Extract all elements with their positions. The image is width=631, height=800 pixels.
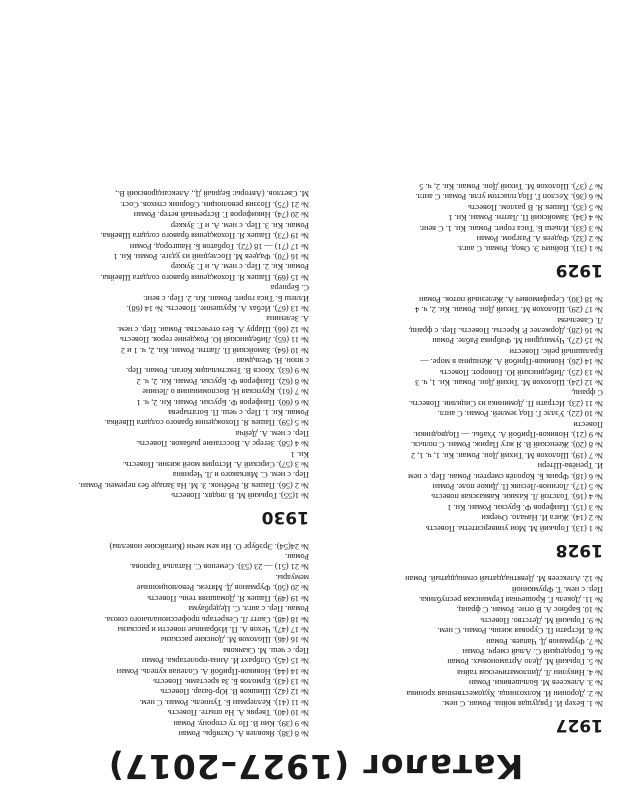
catalog-entry: № 8 (20). Жеенский В. Я жгу Париж. Роман. С польск. bbox=[410, 440, 603, 450]
catalog-entry: № 16 (28). Доржелес Р. Кресты. Повесть. Пер. с франц. bbox=[408, 326, 603, 335]
catalog-entry: С. Бернера bbox=[270, 283, 309, 293]
catalog-entry: № 2 (14). Жига И. Начало. Очерки bbox=[481, 513, 603, 523]
catalog-entry: № 5 (17). Логинов-Лесняк П. Дикое поле. Роман bbox=[432, 482, 603, 492]
catalog-entry: № 2 (56). Пашек Я. Ребёнок. З. М. На Западе без перемен. Роман. bbox=[78, 480, 309, 490]
catalog-entry: Роман. Пер. с англ. С. Цедербаума bbox=[188, 604, 309, 614]
catalog-entry: № 5 (35). Пашек Я. В разлом. Повесть bbox=[468, 202, 603, 212]
catalog-entry: № 20 (74). Никифоров Г. Встречный ветер. Роман bbox=[133, 210, 309, 220]
catalog-entry: № 3 (57). Сирский А. История моей жизни. Повесть. bbox=[122, 460, 309, 470]
catalog-entry: № 7 (19). Шолохов М. Тихий Дон. Роман. Кн. 1, ч. 1, 2 bbox=[410, 450, 603, 460]
catalog-entry: № 7 (61). Крупская Н. Воспоминания о Ленине bbox=[142, 387, 309, 397]
catalog-entry: Пер. с нем. С. Мягкакого и Л. Черняна bbox=[172, 470, 309, 480]
catalog-entry: мемуары. bbox=[275, 572, 309, 582]
section-year-heading: 1930 bbox=[261, 507, 309, 528]
catalog-entry: № 17 (47). Чехов А. П. Избранные повести и рассказы bbox=[117, 624, 309, 634]
catalog-entry: № 2. Доронин И. Колхозница. Художественная хроника bbox=[406, 688, 603, 698]
catalog-entry: № 13 (43). Ермолов Б. За крестами. Повесть bbox=[153, 676, 309, 686]
section-year-heading: 1927 bbox=[555, 715, 603, 735]
catalog-entry: Иллеш Б. Тиса горит. Роман. Кн. 2. Пер. с венг. bbox=[143, 293, 309, 303]
catalog-entry: № 8 (38). Яковлев А. Октябрь. Роман bbox=[178, 729, 309, 738]
catalog-entry: Роман. Кн. 1. Пер. с чеш. П. Богатырева bbox=[168, 408, 309, 418]
catalog-entry: № 6 (36). Хеслоп Г. Под пластом угля. Роман. С англ. bbox=[415, 192, 603, 202]
catalog-entry: № 17 (71) — 18 (72). Горбатов Б. Нашгород. Роман bbox=[129, 241, 309, 251]
catalog-entry: № 8. Истрати П. Суровая жизнь. Роман. С нем. bbox=[437, 626, 603, 636]
catalog-entry: № 9 (63). Хоосв В. Текстильщик Когап. Роман. Пер. bbox=[126, 366, 309, 376]
catalog-entry: № 6. Городецкий С. Алый смерч. Роман bbox=[462, 646, 603, 656]
catalog-entry: № 9 (39). Кин В. По ту сторону. Роман bbox=[173, 718, 309, 728]
catalog-entry: № 17 (29). Шолохов М. Тихий Дон. Роман. Кн. 2, ч. 4 bbox=[415, 305, 603, 315]
catalog-entry: Роман. bbox=[285, 552, 309, 562]
catalog-entry: № 1(55). Горький М. В людях. Повесть bbox=[171, 491, 309, 501]
catalog-entry: Роман. Кн. 2. Пер. с нем. А. и Г. Зуккер bbox=[170, 262, 309, 272]
catalog-entry: № 5. Горький М. Дело Артамоновых. Роман bbox=[447, 657, 603, 667]
catalog-entry: Ералашный рейс. Повести bbox=[509, 346, 603, 356]
catalog-entry: № 3. Алексеев М. Большевики. Роман bbox=[468, 678, 603, 688]
catalog-entry: Повести bbox=[573, 419, 603, 429]
catalog-entry: № 11 (65). Либединский Ю. Рождение героя. Повесть bbox=[120, 335, 309, 345]
catalog-entry: № 12. Алексеев М. Девятнадцатый семнадцатый. Роман bbox=[405, 574, 603, 584]
catalog-entry: № 4 (16). Толстой Л. Казаки. Кавказская повесть bbox=[431, 492, 603, 502]
catalog-entry: № 15 (69). Пашек Я. Похождения бравого солдата Швейка. bbox=[100, 272, 309, 282]
catalog-entry: № 3 (15). Панферов Ф. Бруски. Роман. Кн. 1 bbox=[447, 502, 603, 512]
section-gap bbox=[32, 530, 309, 540]
catalog-entry: № 6 (18). Франк Б. Королёв смертен. Роман. Пер. с нем bbox=[408, 471, 603, 481]
section-gap bbox=[326, 563, 603, 573]
catalog-entry: № 19 (49). Пашек Я. Домашняя тень. Повесть bbox=[147, 593, 309, 603]
catalog-entry: М. Светлов. (Авторы: Бедный Д., Александровский В., bbox=[115, 189, 309, 199]
catalog-entry: № 15 (27). Чумандрин М. Фабрика Рабле. Роман bbox=[432, 336, 603, 346]
catalog-entry: № 10 (22). Уэллс Г. Под землей. Роман. С англ. bbox=[437, 409, 603, 419]
catalog-entry: № 9 (21). Новиков-Прибой А. Ухабы. — Подводники. bbox=[413, 430, 603, 440]
catalog-entry: № 13 (25). Либединский Ю. Поворот. Повесть bbox=[439, 367, 603, 377]
page-title: Каталог (1927–2017) bbox=[107, 747, 524, 786]
catalog-entry: № 3 (33). Ильеш Б. Тиса горит. Роман. Кн. 1. С венг. bbox=[419, 223, 603, 233]
catalog-entry: Роман. Кн. 3. Пер. с нем. А. и Г. Зуккер bbox=[170, 220, 309, 230]
catalog-entry: с япон. Н. Фельдман bbox=[236, 356, 309, 365]
catalog-entry: Кн. 1 bbox=[290, 449, 309, 459]
catalog-entry: № 20 (50). Фурманов Д. Мятеж. Революционные bbox=[136, 583, 309, 593]
catalog-entry: № 4 (34). Замойский П. Лапти. Роман. Кн. 1 bbox=[448, 213, 603, 223]
catalog-entry: № 4. Никулин Л. Дипломатическая тайна bbox=[457, 667, 603, 677]
catalog-entry: № 14 (44). Новиков-Прибой А. Соленая купель. Роман bbox=[116, 666, 309, 676]
catalog-entry: № 13 (67). Исбах А. Крушение. Повесть. № 14 (68). bbox=[126, 303, 309, 313]
catalog-entry: № 2 (32). Фадеев А. Разгром. Роман bbox=[476, 233, 603, 243]
catalog-column-right bbox=[32, 188, 309, 738]
catalog-entry: № 19 (73). Пашек Я. Похождения бравого солдата Швейка. bbox=[100, 231, 309, 241]
catalog-entry: № 1 (13). Горький М. Мои университеты. Повесть bbox=[425, 523, 603, 533]
catalog-entry: № 21 (75). Поэзия революции. Сборник стихов. Сост. bbox=[120, 199, 309, 209]
section-year-heading: 1929 bbox=[555, 260, 603, 281]
catalog-entry: № 18 (48). Скотт Л. Секретарь профессионального союза. bbox=[104, 614, 309, 624]
catalog-entry: № 7. Фурманов Д. Чапаев. Роман bbox=[486, 636, 603, 646]
catalog-entry: № 1 (31). Войнич Э. Овод. Роман. С англ. bbox=[457, 244, 603, 254]
catalog-entry: № 7 (37). Шолохов М. Тихий Дон. Роман. Кн. 2, ч. 5 bbox=[419, 181, 603, 191]
catalog-entry: № 16 (46). Шолохов М. Донские рассказы bbox=[160, 635, 309, 645]
catalog-entry: А. Зеленина bbox=[266, 314, 309, 324]
section-gap bbox=[326, 283, 603, 293]
catalog-entry: № 12 (24). Шолохов М. Тихий Дон. Роман. Кн. 1, ч. 3 bbox=[415, 378, 603, 388]
catalog-entry: Л. Савельева bbox=[557, 315, 603, 325]
catalog-entry: Пер. с нем. А. Дейча bbox=[235, 428, 309, 438]
catalog-entry: № 10 (64). Замойский П. Лапти. Роман. Кн. 2, ч. 1 и 2 bbox=[120, 345, 309, 355]
catalog-entry: И. Тренёва-Штерн bbox=[537, 461, 603, 471]
catalog-entry: № 16 (70). Фадеев М. Последний из удэге. Роман. Кн. 1 bbox=[113, 251, 309, 261]
catalog-entry: № 1. Бехер И. Грядущая война. Роман. С нем. bbox=[442, 699, 603, 708]
catalog-entry: № 9. Горький М. Детство. Повесть bbox=[480, 615, 603, 625]
catalog-entry: Пер. с нем. Т. Фрумкиной bbox=[511, 584, 603, 594]
catalog-entry: № 15 (45). Олбрахт И. Анна-пролетарка. Роман bbox=[141, 656, 309, 666]
catalog-entry: № 4 (58). Зегерс А. Восстание рыбаков. Повесть. bbox=[136, 439, 309, 449]
catalog-entry: № 6 (60). Панферов Ф. Бруски. Роман. Кн. 2, ч. 1 bbox=[136, 397, 309, 407]
catalog-entry: № 12 (66). Шарру А. Без отечества. Роман. Пер. с нем. bbox=[116, 324, 309, 334]
catalog-entry: № 12 (42). Шишков В. Юр-базар. Повесть bbox=[160, 687, 309, 697]
catalog-entry: № 14 (26). Новиков-Прибой А. Женщина в море. — bbox=[420, 357, 603, 367]
catalog-column-left bbox=[326, 181, 603, 738]
catalog-entry: № 21 (51) — 23 (53). Семенов С. Наталья Тарпова. bbox=[129, 562, 309, 572]
catalog-entry: С франц. bbox=[571, 388, 603, 398]
catalog-entry: № 8 (62). Панферов Ф. Бруски. Роман. Кн. 2, ч. 2 bbox=[136, 376, 309, 386]
catalog-entry: № 11 (23). Истрати П. Доминика из Сицилии. Повесть. bbox=[408, 398, 603, 408]
catalog-entry: № 5 (59). Пашек Я. Похождения бравого солдата Швейка. bbox=[104, 418, 309, 428]
catalog-entry: № 11 (41). Келлерман Б. Туннель. Роман. С нем. bbox=[139, 697, 309, 707]
catalog-entry: Пер. с чеш. М. Скачкова bbox=[223, 645, 309, 655]
catalog-entry: № 11. Докель Г. Крошечная Германская республика. bbox=[418, 594, 603, 604]
catalog-entry: № 10 (40). Тверяк А. На опыте. Повесть bbox=[167, 708, 309, 718]
catalog-entry: № 10. Барбюс А. В огне. Роман. С франц. bbox=[456, 605, 603, 615]
section-year-heading: 1928 bbox=[555, 539, 603, 560]
catalog-entry: № 18 (30). Серафимович А. Железный поток. Роман bbox=[419, 294, 603, 304]
catalog-entry: № 24(54). Эрэбург О. Ни кем мечи (Китайские новеллы) bbox=[109, 541, 309, 551]
